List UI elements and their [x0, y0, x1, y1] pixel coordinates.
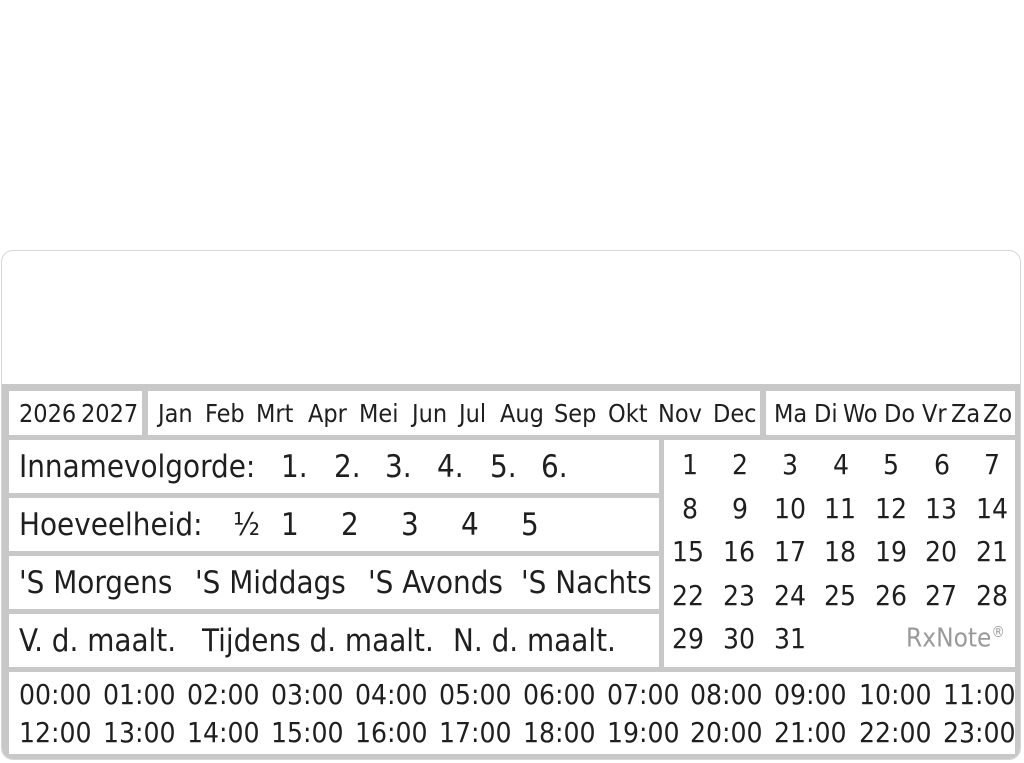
weekday-option[interactable]: Do — [884, 398, 916, 428]
intake-order-option[interactable]: 6. — [541, 448, 568, 485]
hour-option[interactable]: 06:00 — [523, 678, 596, 711]
day-option[interactable]: 4 — [833, 448, 850, 481]
day-option[interactable]: 11 — [824, 492, 857, 525]
day-option[interactable]: 12 — [875, 492, 908, 525]
day-option[interactable]: 9 — [732, 492, 749, 525]
quantity-option[interactable]: 3 — [401, 506, 419, 543]
hour-selector — [9, 672, 1015, 754]
day-option[interactable]: 25 — [824, 579, 857, 612]
hour-option[interactable]: 14:00 — [187, 716, 260, 749]
options-panel — [2, 384, 1020, 760]
intake-order-option[interactable]: 1. — [281, 448, 308, 485]
day-option[interactable]: 18 — [824, 535, 857, 568]
day-option[interactable]: 15 — [672, 535, 705, 568]
day-option[interactable]: 6 — [934, 448, 951, 481]
hour-option[interactable]: 23:00 — [943, 716, 1016, 749]
weekday-option[interactable]: Ma — [774, 398, 808, 428]
day-option[interactable]: 14 — [976, 492, 1009, 525]
hour-option[interactable]: 05:00 — [439, 678, 512, 711]
quantity-option[interactable]: 2 — [341, 506, 359, 543]
day-option[interactable]: 3 — [782, 448, 799, 481]
meal-timing-option[interactable]: V. d. maalt. — [19, 622, 177, 659]
meal-timing-row — [9, 614, 659, 667]
hour-option[interactable]: 09:00 — [774, 678, 847, 711]
quantity-option[interactable]: 1 — [281, 506, 299, 543]
day-option[interactable]: 5 — [883, 448, 900, 481]
year-option[interactable]: 2026 — [19, 398, 77, 428]
month-option[interactable]: Okt — [608, 398, 648, 428]
month-option[interactable]: Sep — [554, 398, 597, 428]
quantity-option[interactable]: 5 — [521, 506, 539, 543]
hour-option[interactable]: 01:00 — [103, 678, 176, 711]
quantity-label: Hoeveelheid: — [19, 506, 203, 543]
hour-option[interactable]: 10:00 — [859, 678, 932, 711]
day-option[interactable]: 30 — [723, 622, 756, 655]
day-option[interactable]: 28 — [976, 579, 1009, 612]
intake-order-row — [9, 440, 659, 493]
intake-order-label: Innamevolgorde: — [19, 448, 256, 485]
hour-option[interactable]: 21:00 — [774, 716, 847, 749]
meal-timing-option[interactable]: N. d. maalt. — [453, 622, 616, 659]
day-option[interactable]: 26 — [875, 579, 908, 612]
month-option[interactable]: Feb — [205, 398, 245, 428]
hour-option[interactable]: 11:00 — [943, 678, 1016, 711]
day-option[interactable]: 23 — [723, 579, 756, 612]
hour-option[interactable]: 17:00 — [439, 716, 512, 749]
day-option[interactable]: 2 — [732, 448, 749, 481]
weekday-option[interactable]: Za — [951, 398, 981, 428]
intake-order-option[interactable]: 4. — [437, 448, 464, 485]
hour-option[interactable]: 13:00 — [103, 716, 176, 749]
day-option[interactable]: 27 — [925, 579, 958, 612]
weekday-selector — [766, 391, 1015, 435]
weekday-option[interactable]: Zo — [983, 398, 1013, 428]
month-option[interactable]: Dec — [713, 398, 757, 428]
quantity-option[interactable]: 4 — [461, 506, 479, 543]
weekday-option[interactable]: Vr — [922, 398, 947, 428]
hour-option[interactable]: 00:00 — [19, 678, 92, 711]
day-option[interactable]: 29 — [672, 622, 705, 655]
day-option[interactable]: 19 — [875, 535, 908, 568]
weekday-option[interactable]: Di — [814, 398, 838, 428]
intake-order-option[interactable]: 5. — [490, 448, 517, 485]
month-option[interactable]: Jun — [412, 398, 448, 428]
day-option[interactable]: 7 — [984, 448, 1001, 481]
hour-option[interactable]: 02:00 — [187, 678, 260, 711]
quantity-row — [9, 498, 659, 551]
time-of-day-option[interactable]: 'S Middags — [195, 564, 346, 601]
weekday-option[interactable]: Wo — [843, 398, 878, 428]
intake-order-option[interactable]: 3. — [385, 448, 412, 485]
hour-option[interactable]: 08:00 — [690, 678, 763, 711]
hour-option[interactable]: 12:00 — [19, 716, 92, 749]
day-of-month-grid — [664, 440, 1015, 667]
month-option[interactable]: Mei — [359, 398, 399, 428]
month-option[interactable]: Mrt — [256, 398, 294, 428]
year-selector — [9, 391, 142, 435]
hour-option[interactable]: 22:00 — [859, 716, 932, 749]
hour-option[interactable]: 07:00 — [607, 678, 680, 711]
day-option[interactable]: 21 — [976, 535, 1009, 568]
day-option[interactable]: 13 — [925, 492, 958, 525]
month-option[interactable]: Jul — [459, 398, 487, 428]
brand-logo — [906, 623, 1005, 654]
intake-order-option[interactable]: 2. — [334, 448, 361, 485]
meal-timing-option[interactable]: Tijdens d. maalt. — [202, 622, 434, 659]
hour-option[interactable]: 03:00 — [271, 678, 344, 711]
time-of-day-option[interactable]: 'S Morgens — [19, 564, 173, 601]
day-option[interactable]: 17 — [774, 535, 807, 568]
hour-option[interactable]: 20:00 — [690, 716, 763, 749]
day-option[interactable]: 1 — [682, 448, 699, 481]
month-option[interactable]: Nov — [658, 398, 702, 428]
month-option[interactable]: Aug — [500, 398, 544, 428]
brand-name: RxNote — [906, 623, 992, 654]
quantity-option[interactable]: ½ — [233, 506, 261, 543]
day-option[interactable]: 8 — [682, 492, 699, 525]
registered-mark: ® — [991, 623, 1005, 641]
time-of-day-option[interactable]: 'S Avonds — [368, 564, 503, 601]
medication-label-card — [1, 250, 1021, 760]
time-of-day-option[interactable]: 'S Nachts — [521, 564, 652, 601]
time-of-day-row — [9, 556, 659, 609]
hour-option[interactable]: 16:00 — [355, 716, 428, 749]
day-option[interactable]: 24 — [774, 579, 807, 612]
hour-option[interactable]: 19:00 — [607, 716, 680, 749]
year-option[interactable]: 2027 — [81, 398, 139, 428]
hour-option[interactable]: 18:00 — [523, 716, 596, 749]
month-option[interactable]: Jan — [158, 398, 193, 428]
month-selector — [148, 391, 760, 435]
hour-option[interactable]: 04:00 — [355, 678, 428, 711]
day-option[interactable]: 22 — [672, 579, 705, 612]
day-option[interactable]: 10 — [774, 492, 807, 525]
day-option[interactable]: 16 — [723, 535, 756, 568]
day-option[interactable]: 31 — [774, 622, 807, 655]
day-option[interactable]: 20 — [925, 535, 958, 568]
hour-option[interactable]: 15:00 — [271, 716, 344, 749]
month-option[interactable]: Apr — [308, 398, 347, 428]
